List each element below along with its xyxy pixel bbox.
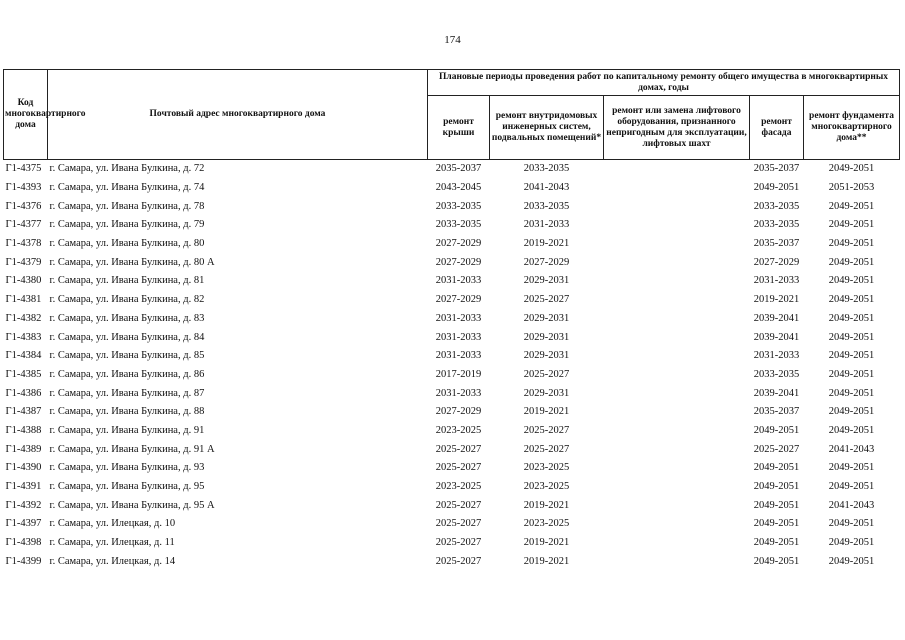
table-row [4,440,900,459]
cell-foundation: 2049-2051 [828,312,875,324]
table-header [4,70,900,160]
cell-roof: 2025-2027 [435,518,482,530]
cell-address: г. Самара, ул. Ивана Булкина, д. 95 А [49,499,215,511]
cell-foundation: 2041-2043 [828,499,875,511]
cell-code: Г1-4398 [5,537,42,549]
table-row [4,422,900,441]
cell-address: г. Самара, ул. Ивана Булкина, д. 87 [49,387,205,399]
table-row [4,459,900,478]
cell-systems: 2029-2031 [523,387,570,399]
cell-facade: 2031-2033 [753,275,800,287]
cell-facade: 2039-2041 [753,331,800,343]
cell-code: Г1-4380 [5,275,42,287]
cell-foundation: 2049-2051 [828,256,875,268]
header-facade: ремонт фасада [750,96,804,160]
cell-lift [604,478,750,497]
cell-lift [604,496,750,515]
cell-systems: 2029-2031 [523,331,570,343]
cell-systems: 2019-2021 [523,238,570,250]
cell-facade: 2049-2051 [753,555,800,567]
cell-address: г. Самара, ул. Ивана Булкина, д. 91 [49,424,205,436]
cell-systems: 2031-2033 [523,219,570,231]
cell-lift [604,459,750,478]
cell-systems: 2025-2027 [523,443,570,455]
cell-facade: 2049-2051 [753,424,800,436]
cell-lift [604,310,750,329]
cell-address: г. Самара, ул. Ивана Булкина, д. 84 [49,331,205,343]
cell-code: Г1-4375 [5,163,42,175]
cell-roof: 2027-2029 [435,406,482,418]
cell-systems: 2023-2025 [523,518,570,530]
cell-foundation: 2049-2051 [828,350,875,362]
cell-roof: 2031-2033 [435,350,482,362]
cell-code: Г1-4399 [5,555,42,567]
cell-roof: 2023-2025 [435,481,482,493]
cell-foundation: 2051-2053 [828,182,875,194]
table-row [4,347,900,366]
cell-systems: 2025-2027 [523,424,570,436]
table-row [4,272,900,291]
cell-foundation: 2049-2051 [828,275,875,287]
cell-foundation: 2049-2051 [828,481,875,493]
cell-foundation: 2049-2051 [828,331,875,343]
table-row [4,216,900,235]
table-row [4,253,900,272]
cell-address: г. Самара, ул. Ивана Булкина, д. 88 [49,406,205,418]
cell-code: Г1-4387 [5,406,42,418]
cell-code: Г1-4381 [5,294,42,306]
table-row [4,310,900,329]
cell-lift [604,552,750,571]
cell-lift [604,328,750,347]
cell-facade: 2033-2035 [753,368,800,380]
cell-code: Г1-4377 [5,219,42,231]
cell-code: Г1-4384 [5,350,42,362]
repair-schedule-table [3,69,900,571]
cell-address: г. Самара, ул. Ивана Булкина, д. 79 [49,219,205,231]
cell-roof: 2027-2029 [435,238,482,250]
cell-foundation: 2049-2051 [828,200,875,212]
cell-foundation: 2049-2051 [828,387,875,399]
table-row [4,403,900,422]
cell-systems: 2029-2031 [523,312,570,324]
cell-facade: 2025-2027 [753,443,800,455]
cell-lift [604,272,750,291]
cell-roof: 2025-2027 [435,499,482,511]
cell-roof: 2025-2027 [435,537,482,549]
cell-address: г. Самара, ул. Ивана Булкина, д. 80 [49,238,205,250]
header-address: Почтовый адрес многоквартирного дома [48,70,428,160]
cell-address: г. Самара, ул. Илецкая, д. 14 [49,555,176,567]
cell-foundation: 2049-2051 [828,406,875,418]
cell-foundation: 2049-2051 [828,238,875,250]
cell-facade: 2049-2051 [753,182,800,194]
cell-facade: 2049-2051 [753,481,800,493]
cell-facade: 2035-2037 [753,238,800,250]
cell-roof: 2043-2045 [435,182,482,194]
cell-address: г. Самара, ул. Ивана Булкина, д. 86 [49,368,205,380]
cell-foundation: 2049-2051 [828,219,875,231]
cell-lift [604,235,750,254]
table-row [4,160,900,179]
cell-systems: 2041-2043 [523,182,570,194]
cell-facade: 2039-2041 [753,312,800,324]
cell-code: Г1-4389 [5,443,42,455]
cell-facade: 2033-2035 [753,200,800,212]
cell-lift [604,253,750,272]
table-row [4,384,900,403]
cell-facade: 2031-2033 [753,350,800,362]
cell-lift [604,179,750,198]
table-row [4,328,900,347]
cell-address: г. Самара, ул. Ивана Булкина, д. 93 [49,462,205,474]
cell-roof: 2025-2027 [435,443,482,455]
cell-systems: 2025-2027 [523,368,570,380]
cell-systems: 2033-2035 [523,200,570,212]
header-foundation: ремонт фундамента многоквартирного дома** [804,96,900,160]
table-row [4,496,900,515]
cell-lift [604,534,750,553]
table-row [4,291,900,310]
cell-address: г. Самара, ул. Ивана Булкина, д. 74 [49,182,205,194]
cell-foundation: 2049-2051 [828,163,875,175]
page-number: 174 [444,34,461,46]
cell-address: г. Самара, ул. Ивана Булкина, д. 91 А [49,443,215,455]
cell-roof: 2027-2029 [435,256,482,268]
table-row [4,197,900,216]
cell-systems: 2023-2025 [523,462,570,474]
cell-foundation: 2049-2051 [828,537,875,549]
cell-lift [604,366,750,385]
cell-systems: 2033-2035 [523,163,570,175]
cell-address: г. Самара, ул. Ивана Булкина, д. 72 [49,163,205,175]
cell-systems: 2027-2029 [523,256,570,268]
cell-facade: 2049-2051 [753,499,800,511]
table-body [4,160,900,572]
table-row [4,366,900,385]
cell-facade: 2035-2037 [753,406,800,418]
cell-foundation: 2041-2043 [828,443,875,455]
cell-lift [604,197,750,216]
header-lift: ремонт или замена лифтового оборудования, признанного непригодным для эксплуатации, лифтовых шахт [604,96,750,160]
table-row [4,235,900,254]
cell-address: г. Самара, ул. Ивана Булкина, д. 83 [49,312,205,324]
cell-roof: 2023-2025 [435,424,482,436]
cell-foundation: 2049-2051 [828,368,875,380]
cell-code: Г1-4382 [5,312,42,324]
cell-code: Г1-4386 [5,387,42,399]
cell-systems: 2025-2027 [523,294,570,306]
cell-roof: 2027-2029 [435,294,482,306]
cell-lift [604,216,750,235]
cell-facade: 2033-2035 [753,219,800,231]
cell-lift [604,291,750,310]
cell-roof: 2017-2019 [435,368,482,380]
cell-foundation: 2049-2051 [828,555,875,567]
cell-code: Г1-4385 [5,368,42,380]
cell-address: г. Самара, ул. Ивана Булкина, д. 81 [49,275,205,287]
header-systems: ремонт внутридомовых инженерных систем, подвальных помещений* [490,96,604,160]
cell-facade: 2019-2021 [753,294,800,306]
table-row [4,515,900,534]
cell-foundation: 2049-2051 [828,294,875,306]
cell-roof: 2031-2033 [435,387,482,399]
cell-address: г. Самара, ул. Илецкая, д. 10 [49,518,176,530]
cell-address: г. Самара, ул. Ивана Булкина, д. 80 А [49,256,215,268]
table-row [4,478,900,497]
cell-roof: 2033-2035 [435,200,482,212]
cell-foundation: 2049-2051 [828,424,875,436]
cell-address: г. Самара, ул. Ивана Булкина, д. 85 [49,350,205,362]
cell-systems: 2019-2021 [523,555,570,567]
cell-address: г. Самара, ул. Ивана Булкина, д. 82 [49,294,205,306]
cell-systems: 2023-2025 [523,481,570,493]
table-row [4,534,900,553]
cell-roof: 2035-2037 [435,163,482,175]
cell-systems: 2019-2021 [523,537,570,549]
cell-roof: 2025-2027 [435,555,482,567]
header-code: Код многоквартирного дома [4,70,48,160]
cell-systems: 2029-2031 [523,275,570,287]
cell-facade: 2035-2037 [753,163,800,175]
cell-roof: 2025-2027 [435,462,482,474]
cell-facade: 2049-2051 [753,462,800,474]
cell-lift [604,440,750,459]
cell-code: Г1-4378 [5,238,42,250]
cell-facade: 2039-2041 [753,387,800,399]
cell-code: Г1-4397 [5,518,42,530]
cell-code: Г1-4392 [5,499,42,511]
cell-foundation: 2049-2051 [828,518,875,530]
cell-code: Г1-4388 [5,424,42,436]
cell-systems: 2019-2021 [523,406,570,418]
cell-facade: 2049-2051 [753,537,800,549]
cell-address: г. Самара, ул. Ивана Булкина, д. 78 [49,200,205,212]
table-row [4,552,900,571]
cell-lift [604,347,750,366]
cell-code: Г1-4390 [5,462,42,474]
cell-address: г. Самара, ул. Илецкая, д. 11 [49,537,175,549]
cell-code: Г1-4383 [5,331,42,343]
cell-systems: 2029-2031 [523,350,570,362]
header-periods: Плановые периоды проведения работ по капитальному ремонту общего имущества в многоквартирных домах, годы [428,70,900,96]
cell-code: Г1-4391 [5,481,42,493]
cell-foundation: 2049-2051 [828,462,875,474]
cell-address: г. Самара, ул. Ивана Булкина, д. 95 [49,481,205,493]
table-row [4,179,900,198]
cell-roof: 2031-2033 [435,275,482,287]
cell-code: Г1-4379 [5,256,42,268]
cell-roof: 2033-2035 [435,219,482,231]
cell-lift [604,384,750,403]
cell-facade: 2049-2051 [753,518,800,530]
cell-code: Г1-4376 [5,200,42,212]
cell-code: Г1-4393 [5,182,42,194]
cell-systems: 2019-2021 [523,499,570,511]
cell-lift [604,160,750,179]
header-roof: ремонт крыши [428,96,490,160]
cell-lift [604,422,750,441]
cell-roof: 2031-2033 [435,312,482,324]
cell-lift [604,403,750,422]
cell-roof: 2031-2033 [435,331,482,343]
cell-lift [604,515,750,534]
cell-facade: 2027-2029 [753,256,800,268]
